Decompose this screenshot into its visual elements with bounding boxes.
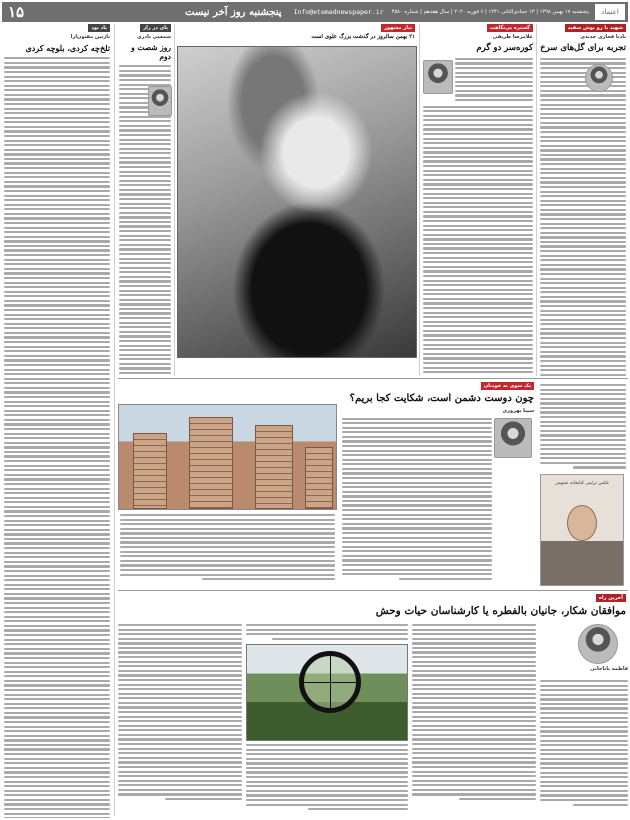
section-rubric: تبار مشهور <box>381 24 415 32</box>
headline: تلخ‌چه کردی، بلوچه کردی <box>25 43 110 53</box>
column-rule <box>114 24 115 816</box>
author-portrait <box>494 418 532 458</box>
byline: نادیا فخاری جدیدی <box>580 34 626 40</box>
article-body <box>118 624 242 800</box>
buildings-photo <box>118 404 337 510</box>
page-slogan: پنجشنبه روز آخر نیست <box>185 6 282 18</box>
article-right <box>538 24 628 376</box>
photo-caption: عکس تزئینی کتابخانه عمومی <box>554 481 610 486</box>
photo-caption-title: ۲۱ بهمن سالروز در گذشت بزرگ علوی است <box>311 34 415 40</box>
dateline: پنجشنبه ۱۷ بهمن ۱۳۹۸ | ۱۳ جمادی‌الثانی ۱۴۴۱ | ۶ فوریه ۲۰۲۰ | سال هفدهم | شماره ۴۵۸۰ <box>391 9 589 15</box>
article-mid-continued <box>118 512 337 588</box>
page-number: ۱۵ <box>8 4 25 21</box>
article-bottom-col <box>246 744 408 816</box>
article-bottom-col <box>246 624 408 642</box>
section-divider <box>118 590 628 591</box>
byline: فاطمه باباخانی <box>590 666 628 672</box>
byline: شمسی نادری <box>137 34 171 40</box>
article-bottom-col <box>540 680 628 816</box>
byline: سینا بهروزی <box>502 407 534 414</box>
article-body <box>421 106 535 376</box>
headline: چون دوست دشمن است، شکایت کجا بریم؟ <box>349 393 534 404</box>
headline: روز شصت و دوم <box>131 43 171 61</box>
article-left <box>2 24 112 818</box>
author-portrait <box>423 60 453 94</box>
masthead <box>2 2 628 22</box>
contact-email[interactable]: Info@etemadnewspaper.ir <box>293 8 384 16</box>
article-bottom-col <box>412 624 536 816</box>
section-rubric: پای در راز <box>140 24 171 32</box>
headline: موافقان شکار، جانیان بالفطره یا کارشناسان حیات وحش <box>375 605 626 617</box>
article-bottom-col <box>118 624 242 816</box>
feature-photo <box>177 46 417 358</box>
section-rubric: گستره بی‌نگاهت <box>487 24 533 32</box>
article-body <box>2 55 112 818</box>
side-photo <box>540 474 624 586</box>
byline: نازنین مفتون‌ارا <box>70 34 110 40</box>
byline: غلامرضا طریقی <box>492 34 533 40</box>
column-rule <box>174 24 175 376</box>
section-rubric: یک سوی نه خودتان <box>481 382 534 390</box>
article-mid <box>340 382 536 588</box>
article-side <box>538 382 628 472</box>
headline: کوره‌سر دو گرم <box>476 43 533 53</box>
author-portrait <box>585 64 613 92</box>
article-body <box>246 744 408 810</box>
column-rule <box>419 24 420 376</box>
hunting-scope-photo <box>246 644 408 741</box>
headline: تجربه برای گل‌های سرخ <box>540 43 626 53</box>
author-portrait <box>148 86 172 116</box>
newspaper-logo: اعتماد <box>595 4 625 20</box>
article-body <box>538 382 628 472</box>
article-body <box>412 624 536 800</box>
section-rubric: آخرین راه <box>596 594 626 602</box>
section-divider <box>118 378 628 379</box>
article-body <box>538 56 628 376</box>
section-rubric: شهید با رو پوش سفید <box>565 24 626 32</box>
feature-header <box>177 24 417 46</box>
bottom-byline-wrap <box>562 666 628 676</box>
rifle-scope-icon <box>299 651 361 713</box>
article-body <box>540 680 628 806</box>
article-left2 <box>117 24 173 376</box>
section-rubric: یاد بود <box>88 24 110 32</box>
column-rule <box>536 24 537 376</box>
article-body <box>246 624 408 640</box>
article-body <box>118 512 337 585</box>
author-portrait <box>578 624 618 664</box>
